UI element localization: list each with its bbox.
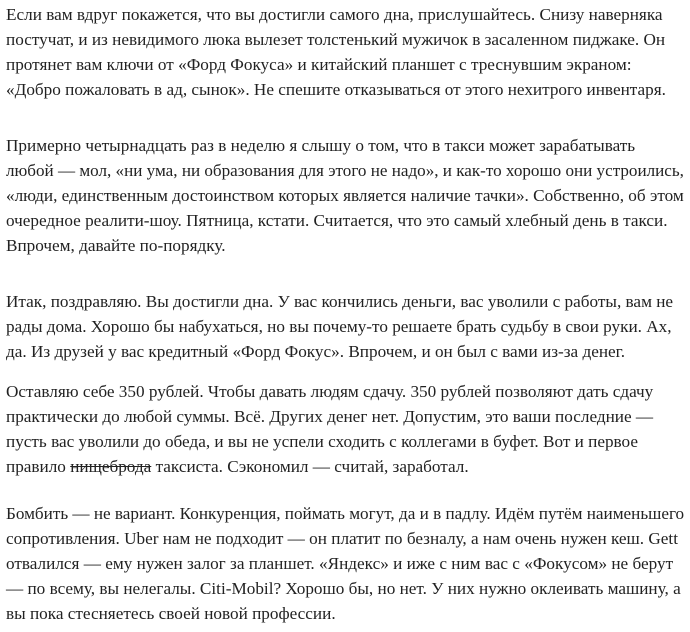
paragraph-1-line-4: «Добро пожаловать в ад, сынок». Не спешите отказываться от этого нехитрого инвентаря. xyxy=(6,80,666,99)
paragraph-5-line-2: сопротивления. Uber нам не подходит — он платит по безналу, а нам очень нужен кеш. Gett xyxy=(6,529,678,548)
paragraph-2-line-1: Примерно четырнадцать раз в неделю я слышу о том, что в такси может зарабатывать xyxy=(6,136,636,155)
paragraph-2-line-3: «люди, единственным достоинством которых является наличие тачки». Собственно, об этом xyxy=(6,186,684,205)
paragraph-5-line-4: — по всему, вы нелегалы. Citi-Mobil? Хорошо бы, но нет. У них нужно оклеивать машину, а xyxy=(6,579,681,598)
paragraph-5-line-5: вы пока стесняетесь своей новой профессии. xyxy=(6,604,336,623)
paragraph-5-line-1: Бомбить — не вариант. Конкуренция, поймать могут, да и в падлу. Идём путём наименьшего xyxy=(6,504,685,523)
paragraph-2-line-5: Впрочем, давайте по-порядку. xyxy=(6,236,226,255)
paragraph-4-line-4-after: таксиста. Сэкономил — считай, заработал. xyxy=(151,457,469,476)
paragraph-4-line-2: практически до любой суммы. Всё. Других денег нет. Допустим, это ваши последние — xyxy=(6,407,654,426)
paragraph-2-line-2: любой — мол, «ни ума, ни образования для этого не надо», и как-то хорошо они устроились, xyxy=(6,161,684,180)
strikethrough-word: нищеброда xyxy=(70,457,152,476)
paragraph-3-line-2: рады дома. Хорошо бы набухаться, но вы почему-то решаете брать судьбу в свои руки. Ах, xyxy=(6,317,672,336)
paragraph-4-line-3: пусть вас уволили до обеда, и вы не успели сходить с коллегами в буфет. Вот и первое xyxy=(6,432,638,451)
paragraph-1-line-3: протянет вам ключи от «Форд Фокуса» и китайский планшет с треснувшим экраном: xyxy=(6,55,632,74)
paragraph-4-line-4-before: правило xyxy=(6,457,71,476)
paragraph-3-line-3: да. Из друзей у вас кредитный «Форд Фокус». Впрочем, и он был с вами из-за денег. xyxy=(6,342,626,361)
paragraph-4-line-1: Оставляю себе 350 рублей. Чтобы давать людям сдачу. 350 рублей позволяют дать сдачу xyxy=(6,382,654,401)
paragraph-4-line-4 xyxy=(6,455,469,479)
paragraph-3-line-1: Итак, поздравляю. Вы достигли дна. У вас кончились деньги, вас уволили с работы, вам не xyxy=(6,292,674,311)
paragraph-1-line-1: Если вам вдруг покажется, что вы достигли самого дна, прислушайтесь. Снизу наверняка xyxy=(6,5,663,24)
paragraph-5-line-3: отвалился — ему нужен залог за планшет. «Яндекс» и иже с ним вас с «Фокусом» не берут xyxy=(6,554,674,573)
paragraph-1-line-2: постучат, и из невидимого люка вылезет толстенький мужичок в засаленном пиджаке. Он xyxy=(6,30,666,49)
paragraph-2-line-4: очередное реалити-шоу. Пятница, кстати. Считается, что это самый хлебный день в такси. xyxy=(6,211,668,230)
